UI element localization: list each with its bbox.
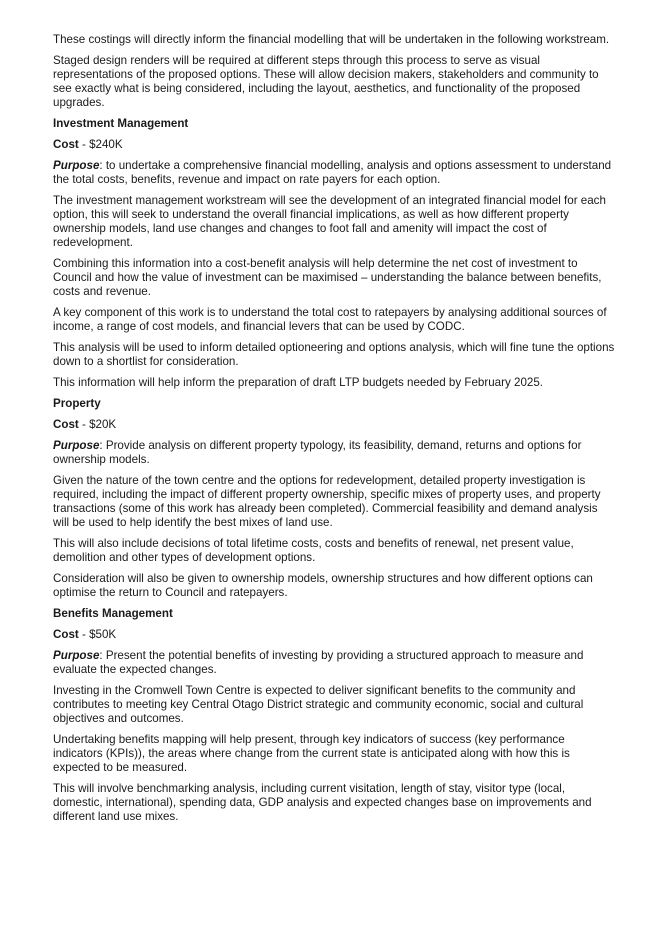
body-paragraph: This will involve benchmarking analysis, including current visitation, length of stay, visitor type (local, domestic, international), spending data, GDP analysis and expected changes base on improvements and different land use mixes. (53, 782, 592, 823)
section-heading-benefits: Benefits Management (53, 607, 173, 620)
body-paragraph: Consideration will also be given to ownership models, ownership structures and how different options can optimise the return to Council and ratepayers. (53, 572, 593, 599)
body-paragraph: Undertaking benefits mapping will help present, through key indicators of success (key performance indicators (KPIs)), the areas where change from the current state is anticipated along with how this is expected to be measured. (53, 733, 570, 774)
purpose-line (53, 439, 615, 467)
purpose-line (53, 649, 615, 677)
cost-label: Cost (53, 138, 79, 151)
body-paragraph: Given the nature of the town centre and the options for redevelopment, detailed property investigation is required, including the impact of different property ownership, specific mixes of property uses, and property transactions (some of this work has already been completed). Commercial feasibility and demand analysis will be used to help identify the best mixes of land use. (53, 474, 601, 529)
document-page (53, 33, 615, 831)
cost-value: - $50K (78, 628, 117, 641)
purpose-label: Purpose (53, 159, 100, 172)
body-paragraph: This analysis will be used to inform detailed optioneering and options analysis, which will fine tune the options down to a shortlist for consideration. (53, 341, 615, 368)
cost-line (53, 418, 615, 432)
section-heading-property: Property (53, 397, 101, 410)
cost-line (53, 138, 615, 152)
purpose-label: Purpose (53, 439, 100, 452)
purpose-text: : Present the potential benefits of investing by providing a structured approach to measure and evaluate the expected changes. (53, 649, 584, 676)
body-paragraph: The investment management workstream will see the development of an integrated financial model for each option, this will seek to understand the overall financial implications, as well as how different property ownership models, land use changes and changes to foot fall and amenity will impact the cost of redevelopment. (53, 194, 606, 249)
purpose-label: Purpose (53, 649, 100, 662)
body-paragraph: Investing in the Cromwell Town Centre is expected to deliver significant benefits to the community and contributes to meeting key Central Otago District strategic and community economic, social and cultural objectives and outcomes. (53, 684, 584, 725)
body-paragraph: This will also include decisions of total lifetime costs, costs and benefits of renewal, net present value, demolition and other types of development options. (53, 537, 574, 564)
purpose-text: : to undertake a comprehensive financial modelling, analysis and options assessment to understand the total costs, benefits, revenue and impact on rate payers for each option. (53, 159, 612, 186)
cost-value: - $20K (78, 418, 117, 431)
purpose-text: : Provide analysis on different property typology, its feasibility, demand, returns and options for ownership models. (53, 439, 582, 466)
intro-paragraph: These costings will directly inform the financial modelling that will be undertaken in the following workstream. (53, 33, 610, 46)
purpose-line (53, 159, 615, 187)
section-heading-investment: Investment Management (53, 117, 189, 130)
body-paragraph: Combining this information into a cost-benefit analysis will help determine the net cost of investment to Council and how the value of investment can be maximised – understanding the balance between benefits, costs and revenue. (53, 257, 602, 298)
cost-label: Cost (53, 628, 79, 641)
cost-line (53, 628, 615, 642)
cost-value: - $240K (78, 138, 123, 151)
cost-label: Cost (53, 418, 79, 431)
intro-paragraph: Staged design renders will be required at different steps through this process to serve as visual representations of the proposed options. These will allow decision makers, stakeholders and community to see exactly what is being considered, including the layout, aesthetics, and functionality of the proposed upgrades. (53, 54, 599, 109)
body-paragraph: A key component of this work is to understand the total cost to ratepayers by analysing additional sources of income, a range of cost models, and financial levers that can be used by CODC. (53, 306, 607, 333)
body-paragraph: This information will help inform the preparation of draft LTP budgets needed by February 2025. (53, 376, 544, 389)
